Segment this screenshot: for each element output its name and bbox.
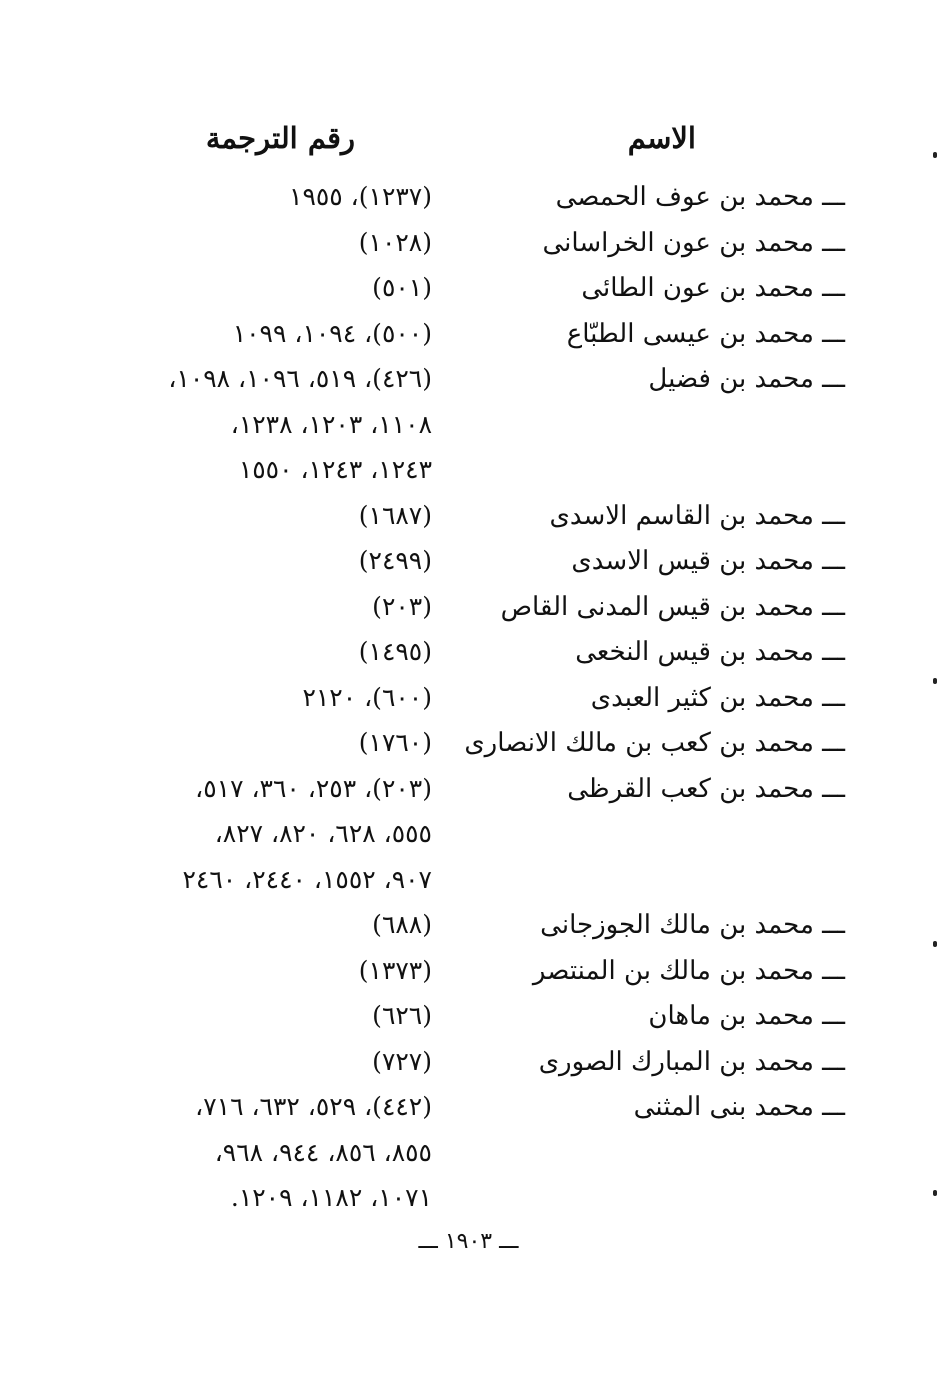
entry-numbers: (٦٨٨) [372,910,432,939]
entry-number-row [0,993,937,1039]
entry-number-row [0,766,937,812]
entry-numbers: (١٧٦٠) [358,728,432,757]
entry-name: ـــ محمد بن عوف الحمصى [555,182,845,212]
margin-mark [933,678,937,684]
entry-number-row [0,811,937,857]
entry-name: ـــ محمد بن كعب القرظى [567,773,845,804]
entry-numbers: (٤٢٦)، ٥١٩، ١٠٩٦، ١٠٩٨، [168,364,432,393]
entry-numbers: (٦٠٠)، ٢١٢٠ [302,682,432,712]
entry-number-row [0,948,937,994]
entry-numbers: ١٢٤٣، ١٢٤٣، ١٥٥٠ [238,455,432,484]
entry-name: ـــ محمد بن قيس النخعى [575,637,845,667]
entry-number-row [0,720,937,766]
entry-numbers: ١١٠٨، ١٢٠٣، ١٢٣٨، [230,409,432,439]
entry-number-row [0,538,937,584]
entry-numbers: (٤٤٢)، ٥٢٩، ٦٣٢، ٧١٦، [195,1092,432,1121]
entry-number-row [0,1084,937,1130]
entry-numbers: (٥٠١) [372,273,432,302]
entry-numbers: (١٠٢٨) [358,227,432,257]
entry-number-row [0,356,937,402]
entry-number-row [0,584,937,630]
entry-number-row [0,220,937,266]
entry-name: ـــ محمد بن كثير العبدى [590,682,845,713]
entry-numbers: (٢٠٣) [372,591,432,621]
entry-numbers: (٧٢٧) [372,1046,432,1076]
entry-number-row [0,629,937,675]
entry-name: ـــ محمد بن القاسم الاسدى [549,500,845,531]
number-column-header: رقم الترجمة [205,121,355,155]
margin-mark [933,1190,937,1196]
entry-name: ـــ محمد بن قيس المدنى القاص [500,591,845,622]
entry-number-row [0,311,937,357]
entry-numbers: (١٢٣٧)، ١٩٥٥ [289,182,432,211]
entry-numbers: ٨٥٥، ٨٥٦، ٩٤٤، ٩٦٨، [214,1137,432,1167]
entry-name: ـــ محمد بن عيسى الطبّاع [566,318,845,349]
entry-name: ـــ محمد بن كعب بن مالك الانصارى [464,728,845,758]
entry-numbers: ١٠٧١، ١١٨٢، ١٢٠٩. [230,1183,432,1212]
entry-number-row [0,857,937,903]
entry-number-row [0,902,937,948]
entry-name: ـــ محمد بن مالك الجوزجانى [540,910,845,940]
entry-numbers: (١٤٩٥) [358,637,432,666]
entry-number-row [0,1039,937,1085]
entry-name: ـــ محمد بن المبارك الصورى [538,1046,845,1077]
entry-numbers: (٦٢٦) [372,1001,432,1030]
entry-name: ـــ محمد بن عون الطائى [581,273,845,303]
entry-number-row [0,1175,937,1221]
entry-number-row [0,265,937,311]
entry-number-row [0,402,937,448]
entry-name: ـــ محمد بن عون الخراسانى [542,227,845,258]
entry-numbers: (٢٤٩٩) [358,546,432,575]
entry-numbers: ٩٠٧، ١٥٥٢، ٢٤٤٠، ٢٤٦٠ [182,864,432,894]
entry-number-row [0,493,937,539]
entry-numbers: (٢٠٣)، ٢٥٣، ٣٦٠، ٥١٧، [195,773,432,803]
entry-numbers: (٥٠٠)، ١٠٩٤، ١٠٩٩ [232,318,432,348]
entry-name: ـــ محمد بن ماهان [648,1001,845,1031]
entry-name: ـــ محمد بن قيس الاسدى [571,546,845,576]
margin-mark [933,152,937,158]
entry-number-row [0,675,937,721]
entry-number-row [0,447,937,493]
entry-name: ـــ محمد بنى المثنى [633,1092,845,1122]
entry-numbers: (١٦٨٧) [358,500,432,530]
entry-number-row [0,1130,937,1176]
entry-numbers: (١٣٧٣) [358,955,432,985]
entry-number-row [0,174,937,220]
entry-name: ـــ محمد بن فضيل [648,364,845,394]
margin-mark [933,941,937,947]
page-number: ـــ ١٩٠٣ ـــ [418,1229,519,1254]
entry-numbers: ٥٥٥، ٦٢٨، ٨٢٠، ٨٢٧، [214,819,432,848]
name-column-header: الاسم [627,121,696,155]
entry-name: ـــ محمد بن مالك بن المنتصر [532,955,845,986]
